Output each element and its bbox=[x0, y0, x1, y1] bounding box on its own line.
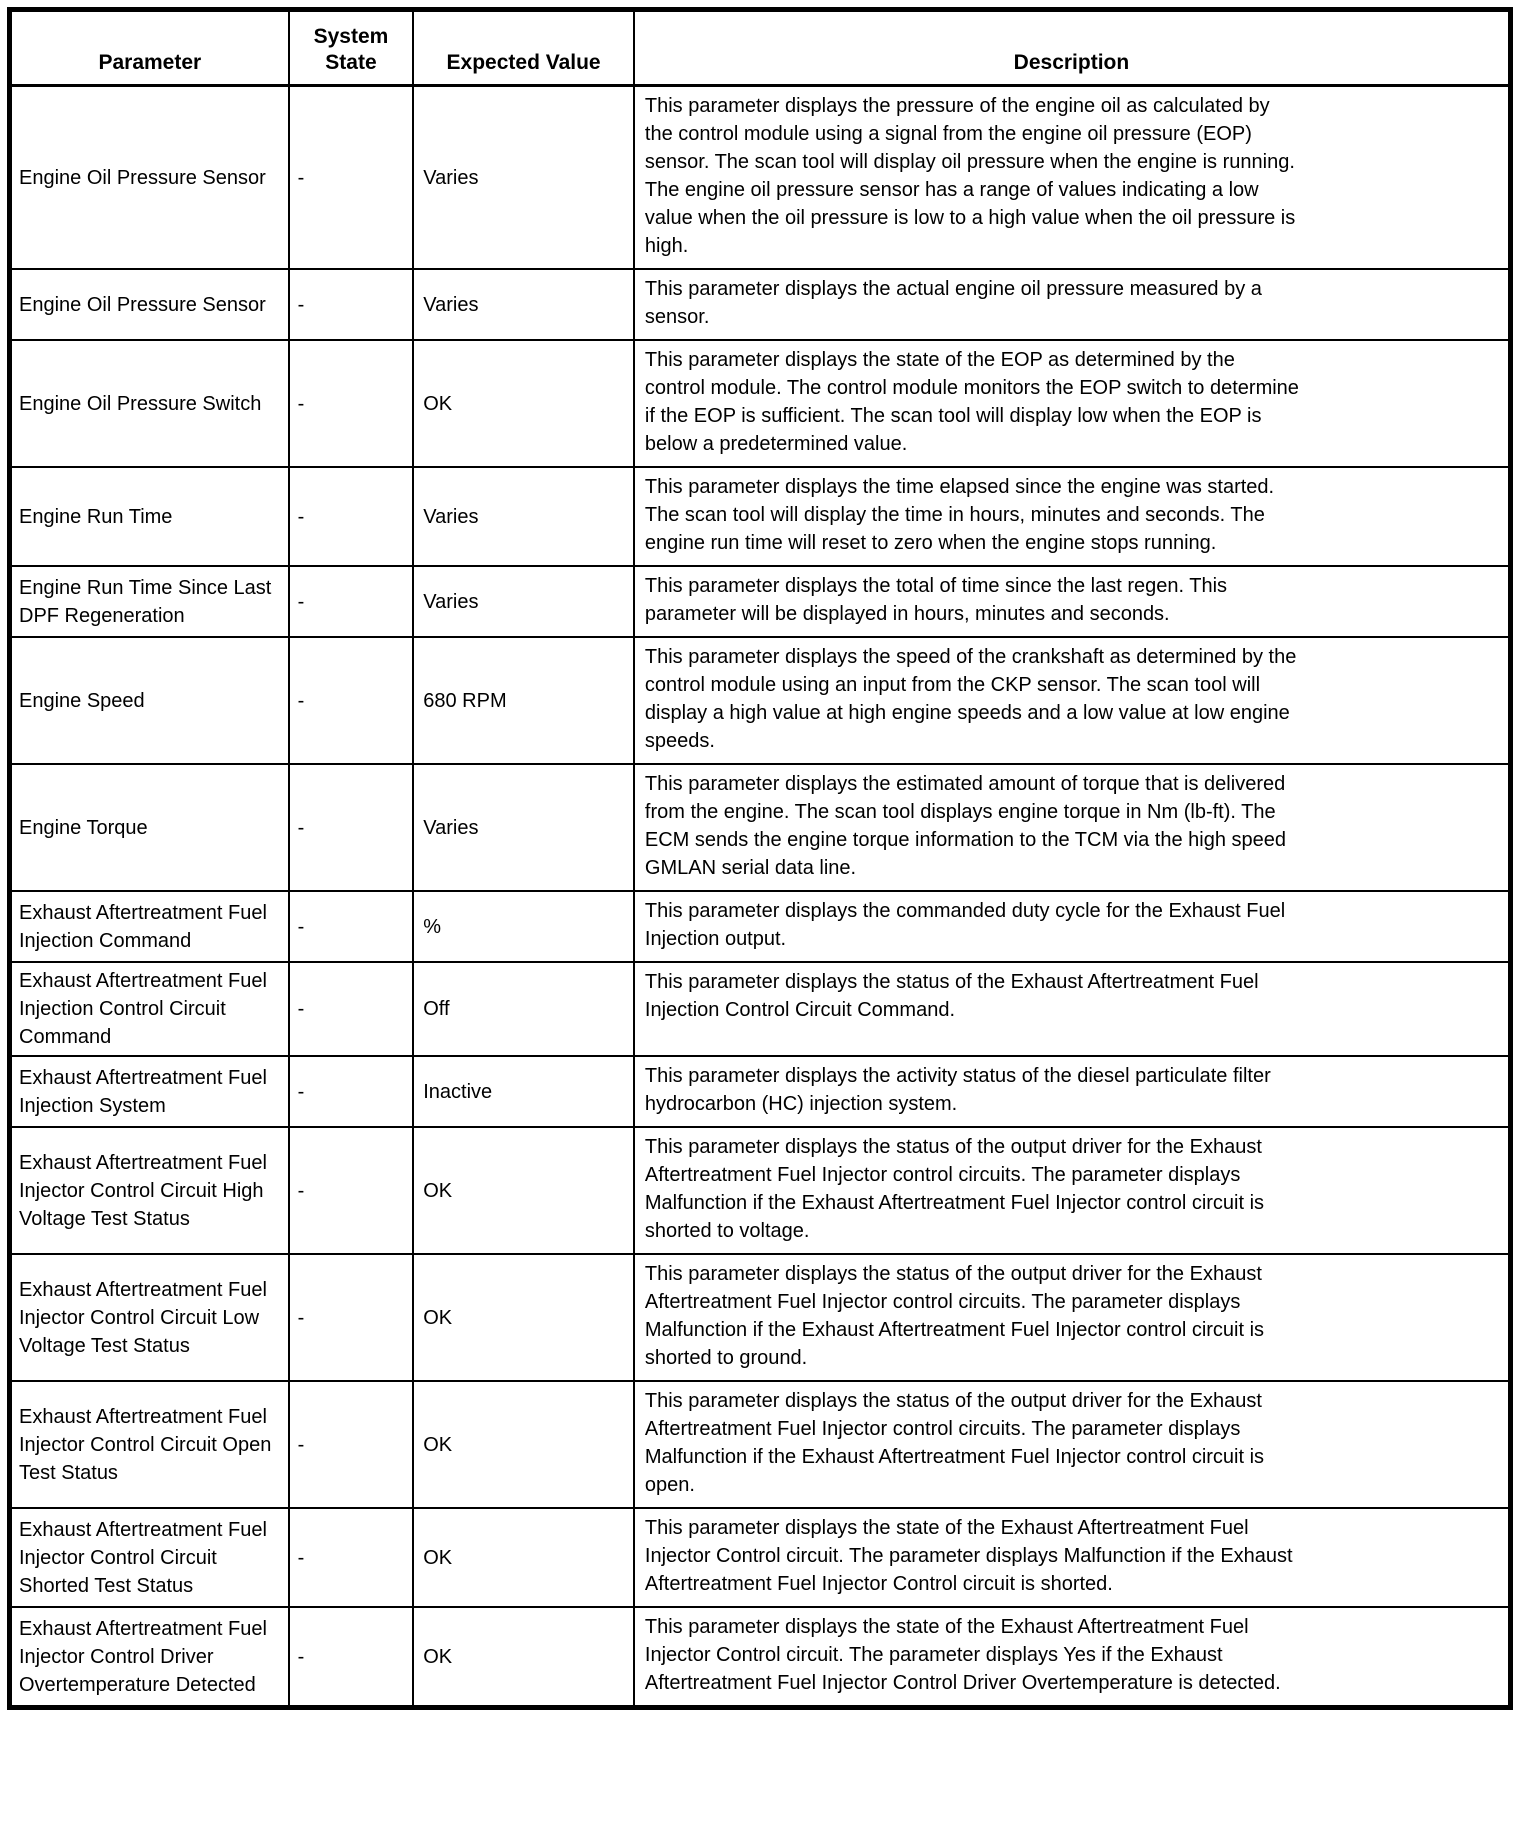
cell-text: 680 RPM bbox=[423, 689, 507, 712]
table-row bbox=[10, 764, 1511, 891]
column-header-system-state: System State bbox=[289, 10, 414, 86]
cell-text: OK bbox=[423, 1645, 453, 1668]
cell-description bbox=[634, 1127, 1511, 1254]
cell-text: This parameter displays the state of the Exhaust Aftertreatment Fuel Injector Control circuit. The parameter displays Malfunction if the Exhaust Aftertreatment Fuel Injector Control circuit is shorted. bbox=[644, 1517, 1293, 1595]
cell-expected-value bbox=[413, 891, 634, 962]
cell-parameter bbox=[10, 962, 289, 1056]
cell-text: - bbox=[297, 590, 305, 613]
cell-text: This parameter displays the status of the output driver for the Exhaust Aftertreatment Fuel Injector control circuits. The parameter displays Malfunction if the Exhaust Aftertreatment Fuel Injector control circuit is shorted to ground. bbox=[644, 1263, 1265, 1369]
cell-text: Engine Run Time bbox=[19, 505, 173, 528]
cell-parameter bbox=[10, 340, 289, 467]
cell-parameter bbox=[10, 1508, 289, 1607]
cell-text: This parameter displays the activity status of the diesel particulate filter hydrocarbon (HC) injection system. bbox=[644, 1065, 1271, 1115]
cell-expected-value bbox=[413, 1607, 634, 1708]
cell-text: This parameter displays the time elapsed since the engine was started. The scan tool will display the time in hours, minutes and seconds. The engine run time will reset to zero when the engine stops running. bbox=[644, 476, 1275, 554]
cell-text: This parameter displays the commanded duty cycle for the Exhaust Fuel Injection output. bbox=[644, 900, 1286, 950]
cell-text: Exhaust Aftertreatment Fuel Injector Control Circuit Low Voltage Test Status bbox=[19, 1278, 267, 1357]
cell-text: Engine Oil Pressure Sensor bbox=[19, 293, 266, 316]
cell-system-state bbox=[289, 891, 414, 962]
cell-text: Exhaust Aftertreatment Fuel Injection Control Circuit Command bbox=[19, 970, 267, 1048]
cell-text: Exhaust Aftertreatment Fuel Injector Control Driver Overtemperature Detected bbox=[19, 1617, 267, 1696]
cell-parameter bbox=[10, 467, 289, 566]
cell-parameter bbox=[10, 1381, 289, 1508]
cell-parameter bbox=[10, 891, 289, 962]
cell-text: - bbox=[297, 293, 305, 316]
column-header-parameter: Parameter bbox=[10, 10, 289, 86]
cell-text: Exhaust Aftertreatment Fuel Injector Control Circuit Shorted Test Status bbox=[19, 1518, 267, 1597]
table-row bbox=[10, 86, 1511, 270]
table-row bbox=[10, 1508, 1511, 1607]
cell-text: OK bbox=[423, 392, 453, 415]
cell-text: This parameter displays the status of the output driver for the Exhaust Aftertreatment Fuel Injector control circuits. The parameter displays Malfunction if the Exhaust Aftertreatment Fuel Injector control circuit is shorted to voltage. bbox=[644, 1136, 1265, 1242]
cell-text: Exhaust Aftertreatment Fuel Injector Control Circuit High Voltage Test Status bbox=[19, 1151, 267, 1230]
cell-text: OK bbox=[423, 1546, 453, 1569]
cell-text: - bbox=[297, 915, 305, 938]
cell-expected-value bbox=[413, 637, 634, 764]
cell-expected-value bbox=[413, 764, 634, 891]
cell-text: This parameter displays the state of the EOP as determined by the control module. The control module monitors the EOP switch to determine if the EOP is sufficient. The scan tool will display low when the EOP is below a predetermined value. bbox=[644, 349, 1299, 455]
cell-text: - bbox=[297, 689, 305, 712]
table-row bbox=[10, 269, 1511, 340]
cell-description bbox=[634, 566, 1511, 637]
cell-text: - bbox=[297, 392, 305, 415]
cell-expected-value bbox=[413, 1127, 634, 1254]
cell-text: Off bbox=[423, 998, 450, 1020]
cell-text: Exhaust Aftertreatment Fuel Injection Command bbox=[19, 901, 267, 952]
cell-system-state bbox=[289, 1254, 414, 1381]
cell-text: - bbox=[297, 1645, 305, 1668]
cell-parameter bbox=[10, 1607, 289, 1708]
cell-description bbox=[634, 1254, 1511, 1381]
cell-system-state bbox=[289, 86, 414, 270]
cell-text: Engine Torque bbox=[19, 816, 148, 839]
cell-text: Inactive bbox=[423, 1080, 493, 1103]
cell-description bbox=[634, 467, 1511, 566]
cell-description bbox=[634, 340, 1511, 467]
cell-text: This parameter displays the pressure of the engine oil as calculated by the control module using a signal from the engine oil pressure (EOP) sensor. The scan tool will display oil pressure when the engine is running. The engine oil pressure sensor has a range of values indicating a low value when the oil pressure is low to a high value when the oil pressure is high. bbox=[644, 95, 1296, 257]
column-header-expected-value: Expected Value bbox=[413, 10, 634, 86]
cell-expected-value bbox=[413, 1254, 634, 1381]
cell-system-state bbox=[289, 1508, 414, 1607]
cell-description bbox=[634, 1381, 1511, 1508]
cell-text: Varies bbox=[423, 816, 479, 839]
cell-text: This parameter displays the status of the output driver for the Exhaust Aftertreatment Fuel Injector control circuits. The parameter displays Malfunction if the Exhaust Aftertreatment Fuel Injector control circuit is open. bbox=[644, 1390, 1265, 1496]
cell-text: - bbox=[297, 1179, 305, 1202]
cell-system-state bbox=[289, 1381, 414, 1508]
cell-parameter bbox=[10, 764, 289, 891]
table-row bbox=[10, 891, 1511, 962]
cell-text: Engine Run Time Since Last DPF Regeneration bbox=[19, 576, 272, 627]
table-body bbox=[10, 86, 1511, 1708]
cell-text: - bbox=[297, 1306, 305, 1329]
cell-system-state bbox=[289, 764, 414, 891]
cell-expected-value bbox=[413, 1508, 634, 1607]
cell-text: Exhaust Aftertreatment Fuel Injector Control Circuit Open Test Status bbox=[19, 1405, 272, 1484]
cell-text: Engine Oil Pressure Switch bbox=[19, 392, 262, 415]
table-row bbox=[10, 1254, 1511, 1381]
cell-description bbox=[634, 1607, 1511, 1708]
cell-text: % bbox=[423, 915, 442, 938]
table-row bbox=[10, 1607, 1511, 1708]
cell-expected-value bbox=[413, 467, 634, 566]
cell-expected-value bbox=[413, 340, 634, 467]
cell-expected-value bbox=[413, 962, 634, 1056]
cell-system-state bbox=[289, 1127, 414, 1254]
column-header-description: Description bbox=[634, 10, 1511, 86]
cell-text: - bbox=[297, 1080, 305, 1103]
cell-text: Varies bbox=[423, 505, 479, 528]
cell-description bbox=[634, 891, 1511, 962]
cell-description bbox=[634, 962, 1511, 1056]
table-row bbox=[10, 1056, 1511, 1127]
cell-parameter bbox=[10, 1254, 289, 1381]
cell-text: - bbox=[297, 1546, 305, 1569]
cell-expected-value bbox=[413, 1056, 634, 1127]
cell-expected-value bbox=[413, 86, 634, 270]
header-row bbox=[10, 10, 1511, 86]
parameter-table bbox=[7, 7, 1513, 1710]
cell-text: - bbox=[297, 998, 305, 1020]
cell-parameter bbox=[10, 1127, 289, 1254]
cell-text: This parameter displays the state of the Exhaust Aftertreatment Fuel Injector Control circuit. The parameter displays Yes if the Exhaust Aftertreatment Fuel Injector Control Driver Overtemperature is detected. bbox=[644, 1616, 1281, 1694]
cell-description bbox=[634, 269, 1511, 340]
cell-system-state bbox=[289, 566, 414, 637]
table-row bbox=[10, 962, 1511, 1056]
cell-system-state bbox=[289, 340, 414, 467]
cell-text: Varies bbox=[423, 293, 479, 316]
cell-text: Varies bbox=[423, 166, 479, 189]
cell-text: Engine Speed bbox=[19, 689, 145, 712]
cell-text: Varies bbox=[423, 590, 479, 613]
cell-system-state bbox=[289, 1607, 414, 1708]
cell-text: OK bbox=[423, 1179, 453, 1202]
cell-description bbox=[634, 1508, 1511, 1607]
cell-expected-value bbox=[413, 269, 634, 340]
cell-system-state bbox=[289, 962, 414, 1056]
cell-system-state bbox=[289, 637, 414, 764]
cell-parameter bbox=[10, 637, 289, 764]
cell-text: This parameter displays the total of time since the last regen. This parameter will be displayed in hours, minutes and seconds. bbox=[644, 575, 1228, 625]
cell-expected-value bbox=[413, 566, 634, 637]
cell-parameter bbox=[10, 269, 289, 340]
cell-expected-value bbox=[413, 1381, 634, 1508]
cell-text: This parameter displays the actual engine oil pressure measured by a sensor. bbox=[644, 278, 1262, 328]
cell-text: - bbox=[297, 166, 305, 189]
cell-text: - bbox=[297, 505, 305, 528]
cell-description bbox=[634, 1056, 1511, 1127]
cell-system-state bbox=[289, 1056, 414, 1127]
cell-text: - bbox=[297, 816, 305, 839]
cell-text: This parameter displays the speed of the crankshaft as determined by the control module using an input from the CKP sensor. The scan tool will display a high value at high engine speeds and a low value at low engine speeds. bbox=[644, 646, 1297, 752]
cell-parameter bbox=[10, 566, 289, 637]
table-row bbox=[10, 340, 1511, 467]
table-row bbox=[10, 467, 1511, 566]
cell-text: Exhaust Aftertreatment Fuel Injection System bbox=[19, 1066, 267, 1117]
cell-description bbox=[634, 86, 1511, 270]
cell-text: This parameter displays the status of the Exhaust Aftertreatment Fuel Injection Control Circuit Command. bbox=[644, 971, 1259, 1021]
cell-description bbox=[634, 764, 1511, 891]
cell-text: OK bbox=[423, 1306, 453, 1329]
cell-description bbox=[634, 637, 1511, 764]
table-row bbox=[10, 1127, 1511, 1254]
cell-text: Engine Oil Pressure Sensor bbox=[19, 166, 266, 189]
cell-system-state bbox=[289, 467, 414, 566]
cell-system-state bbox=[289, 269, 414, 340]
table-row bbox=[10, 637, 1511, 764]
cell-text: - bbox=[297, 1433, 305, 1456]
cell-parameter bbox=[10, 1056, 289, 1127]
table-row bbox=[10, 1381, 1511, 1508]
cell-text: This parameter displays the estimated amount of torque that is delivered from the engine. The scan tool displays engine torque in Nm (lb-ft). The ECM sends the engine torque information to the TCM via the high speed GMLAN serial data line. bbox=[644, 773, 1287, 879]
table-row bbox=[10, 566, 1511, 637]
cell-parameter bbox=[10, 86, 289, 270]
cell-text: OK bbox=[423, 1433, 453, 1456]
